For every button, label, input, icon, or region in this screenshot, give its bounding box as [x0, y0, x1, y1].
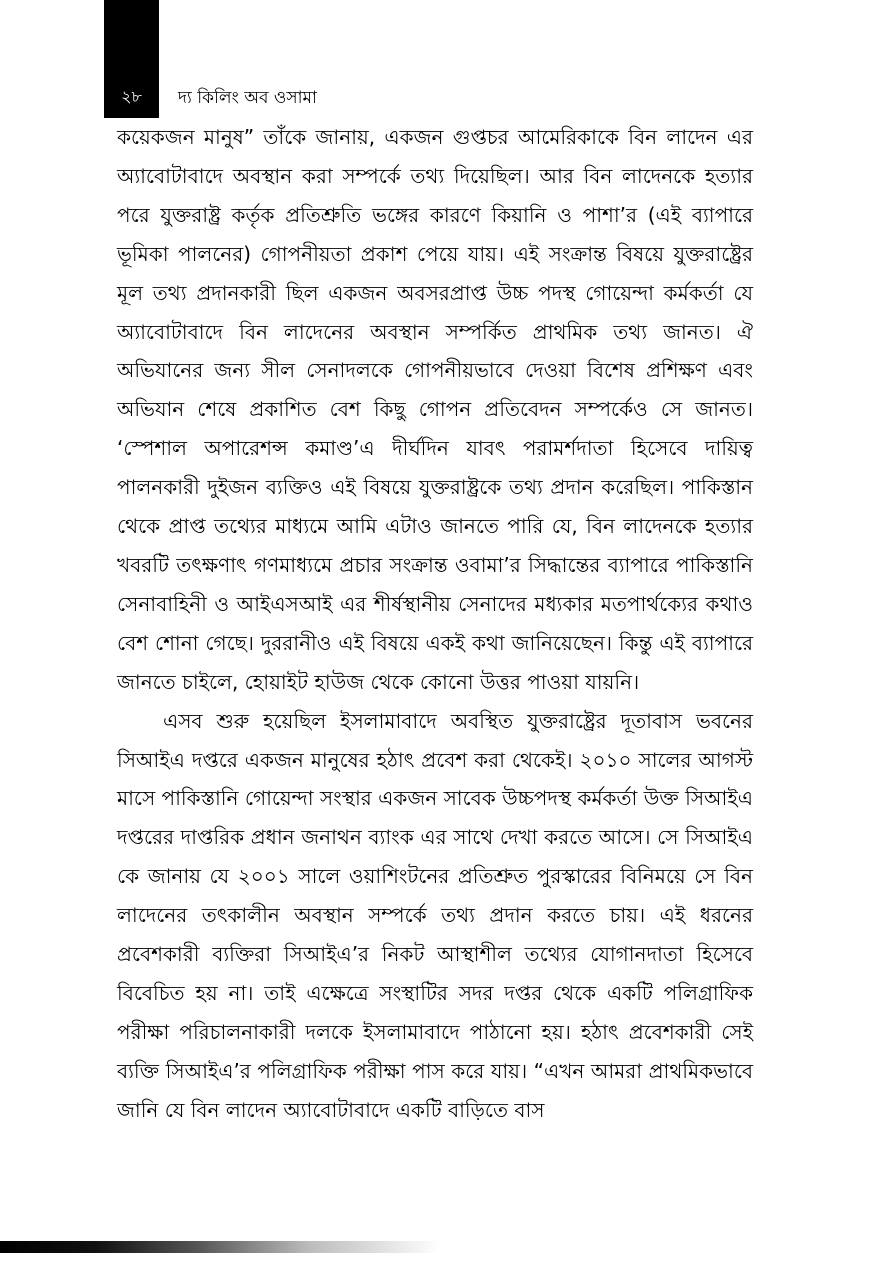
page-number: ২৮ — [121, 87, 142, 106]
paragraph-1: কয়েকজন মানুষ” তাঁকে জানায়, একজন গুপ্তচর আমেরিকাকে বিন লাদেন এর অ্যাবোটাবাদে অবস্থান করা সম্পর্কে তথ্য দিয়েছিল। আর বিন লাদেনকে হত্যার পরে যুক্তরাষ্ট্র কর্তৃক প্রতিশ্রুতি ভঙ্গের কারণে কিয়ানি ও পাশা’র (এই ব্যাপারে ভূমিকা পালনের) গোপনীয়তা প্রকাশ পেয়ে যায়। এই সংক্রান্ত বিষয়ে যুক্তরাষ্ট্রের মূল তথ্য প্রদানকারী ছিল একজন অবসরপ্রাপ্ত উচ্চ পদস্থ গোয়েন্দা কর্মকর্তা যে অ্যাবোটাবাদে বিন লাদেনের অবস্থান সম্পর্কিত প্রাথমিক তথ্য জানত। ঐ অভিযানের জন্য সীল সেনাদলকে গোপনীয়ভাবে দেওয়া বিশেষ প্রশিক্ষণ এবং অভিযান শেষে প্রকাশিত বেশ কিছু গোপন প্রতিবেদন সম্পর্কেও সে জানত। ‘স্পেশাল অপারেশন্স কমাণ্ড’এ দীর্ঘদিন যাবৎ পরামর্শদাতা হিসেবে দায়িত্ব পালনকারী দুইজন ব্যক্তিও এই বিষয়ে যুক্তরাষ্ট্রকে তথ্য প্রদান করেছিল। পাকিস্তান থেকে প্রাপ্ত তথ্যের মাধ্যমে আমি এটাও জানতে পারি যে, বিন লাদেনকে হত্যার খবরটি তৎক্ষণাৎ গণমাধ্যমে প্রচার সংক্রান্ত ওবামা’র সিদ্ধান্তের ব্যাপারে পাকিস্তানি সেনাবাহিনী ও আইএসআই এর শীর্ষস্থানীয় সেনাদের মধ্যকার মতপার্থক্যের কথাও বেশ শোনা গেছে। দুররানীও এই বিষয়ে একই কথা জানিয়েছেন। কিন্তু এই ব্যাপারে জানতে চাইলে, হোয়াইট হাউজ থেকে কোনো উত্তর পাওয়া যায়নি। — [117, 125, 753, 694]
running-title: দ্য কিলিং অব ওসামা — [178, 88, 317, 108]
body-text — [117, 118, 753, 1130]
footer-gradient-bar — [0, 1241, 440, 1253]
paragraph-2: এসব শুরু হয়েছিল ইসলামাবাদে অবস্থিত যুক্তরাষ্ট্রের দূতাবাস ভবনের সিআইএ দপ্তরে একজন মানুষের হঠাৎ প্রবেশ করা থেকেই। ২০১০ সালের আগস্ট মাসে পাকিস্তানি গোয়েন্দা সংস্থার একজন সাবেক উচ্চপদস্থ কর্মকর্তা উক্ত সিআইএ দপ্তরের দাপ্তরিক প্রধান জনাথন ব্যাংক এর সাথে দেখা করতে আসে। সে সিআইএ কে জানায় যে ২০০১ সালে ওয়াশিংটনের প্রতিশ্রুত পুরস্কারের বিনিময়ে সে বিন লাদেনের তৎকালীন অবস্থান সম্পর্কে তথ্য প্রদান করতে চায়। এই ধরনের প্রবেশকারী ব্যক্তিরা সিআইএ’র নিকট আস্থাশীল তথ্যের যোগানদাতা হিসেবে বিবেচিত হয় না। তাই এক্ষেত্রে সংস্থাটির সদর দপ্তর থেকে একটি পলিগ্রাফিক পরীক্ষা পরিচালনাকারী দলকে ইসলামাবাদে পাঠানো হয়। হঠাৎ প্রবেশকারী সেই ব্যক্তি সিআইএ’র পলিগ্রাফিক পরীক্ষা পাস করে যায়। “এখন আমরা প্রাথমিকভাবে জানি যে বিন লাদেন অ্যাবোটাবাদে একটি বাড়িতে বাস — [117, 708, 753, 1122]
